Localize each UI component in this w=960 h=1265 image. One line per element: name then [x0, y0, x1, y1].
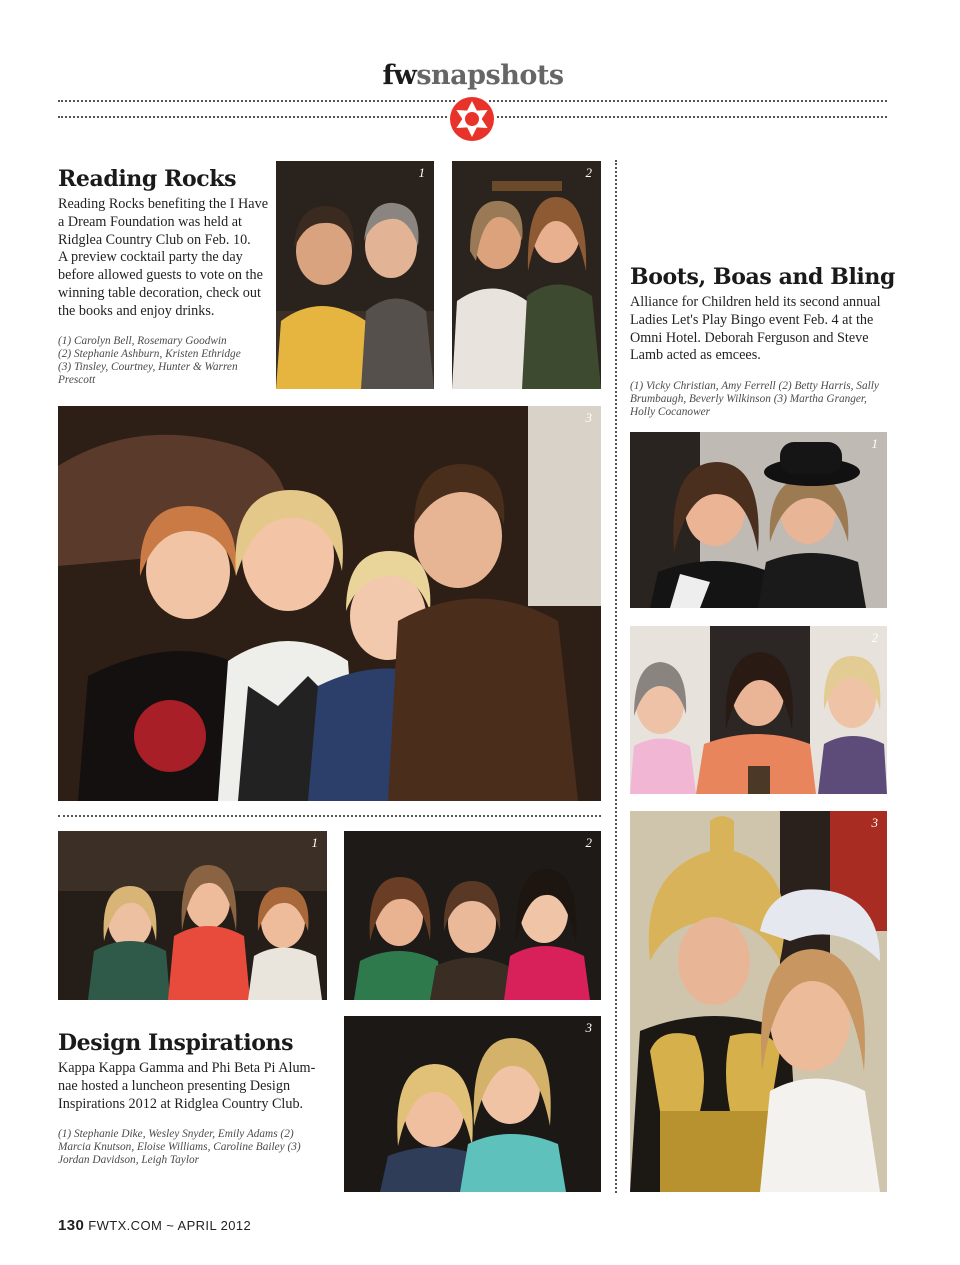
- page-number: 130: [58, 1217, 85, 1234]
- caption-line: (2) Stephanie Ashburn, Kristen Ethridge: [58, 348, 241, 360]
- photo-number: 1: [418, 165, 425, 180]
- title-prefix: fw: [382, 60, 417, 91]
- body-line: Ridglea Country Club on Feb. 10.: [58, 231, 251, 248]
- design-inspirations-title: Design Inspirations: [58, 1030, 294, 1056]
- design-inspirations-caption: [58, 1128, 328, 1167]
- caption-line: Brumbaugh, Beverly Wilkinson (3) Martha Granger,: [630, 393, 867, 405]
- body-line: winning table decoration, check out: [58, 284, 261, 301]
- caption-line: Jordan Davidson, Leigh Taylor: [58, 1154, 200, 1166]
- body-line: the books and enjoy drinks.: [58, 302, 215, 319]
- site-and-date: FWTX.COM ~ APRIL 2012: [88, 1218, 252, 1233]
- reading-rocks-photo-2: [452, 161, 601, 389]
- reading-rocks-body: [58, 196, 268, 321]
- reading-rocks-photo-3: [58, 406, 601, 801]
- caption-line: (1) Stephanie Dike, Wesley Snyder, Emily Adams (2): [58, 1128, 294, 1140]
- caption-line: Marcia Knutson, Eloise Williams, Caroline Bailey (3): [58, 1141, 301, 1153]
- design-inspirations-photo-3: [344, 1016, 601, 1192]
- camera-shutter-icon: [447, 94, 497, 144]
- boots-boas-caption: [630, 380, 890, 419]
- reading-rocks-photo-1: [276, 161, 434, 389]
- boots-boas-photo-1: [630, 432, 887, 608]
- caption-line: (3) Tinsley, Courtney, Hunter & Warren: [58, 361, 238, 373]
- design-inspirations-photo-1: [58, 831, 327, 1000]
- photo-number: 3: [585, 1020, 592, 1035]
- photo-number: 3: [871, 815, 878, 830]
- design-inspirations-photo-2: [344, 831, 601, 1000]
- design-inspirations-body: [58, 1060, 328, 1113]
- body-line: Inspirations 2012 at Ridglea Country Club.: [58, 1095, 304, 1112]
- reading-rocks-caption: [58, 335, 268, 387]
- body-line: Kappa Kappa Gamma and Phi Beta Pi Alum-: [58, 1060, 316, 1076]
- page-title: [0, 58, 946, 94]
- body-line: before allowed guests to vote on the: [58, 267, 263, 284]
- body-line: Reading Rocks benefiting the I Have: [58, 196, 268, 212]
- photo-number: 1: [871, 436, 878, 451]
- caption-line: Holly Cocanower: [630, 406, 711, 418]
- caption-line: Prescott: [58, 374, 96, 386]
- body-line: nae hosted a luncheon presenting Design: [58, 1077, 291, 1094]
- body-line: Lamb acted as emcees.: [630, 347, 761, 364]
- photo-number: 2: [585, 165, 592, 180]
- boots-boas-body: [630, 294, 890, 365]
- body-line: A preview cocktail party the day: [58, 249, 243, 266]
- body-line: Omni Hotel. Deborah Ferguson and Steve: [630, 329, 869, 346]
- photo-number: 2: [585, 835, 592, 850]
- boots-boas-photo-3: [630, 811, 887, 1192]
- page-footer: [58, 1217, 251, 1234]
- title-main: snapshots: [416, 60, 564, 91]
- body-line: a Dream Foundation was held at: [58, 213, 242, 230]
- section-divider: [58, 815, 601, 817]
- body-line: Alliance for Children held its second annual: [630, 294, 881, 310]
- caption-line: (1) Vicky Christian, Amy Ferrell (2) Betty Harris, Sally: [630, 380, 879, 392]
- boots-boas-title: Boots, Boas and Bling: [630, 264, 895, 290]
- boots-boas-photo-2: [630, 626, 887, 794]
- caption-line: (1) Carolyn Bell, Rosemary Goodwin: [58, 335, 227, 347]
- photo-number: 3: [585, 410, 592, 425]
- reading-rocks-title: Reading Rocks: [58, 166, 237, 192]
- photo-number: 1: [311, 835, 318, 850]
- column-divider: [615, 160, 617, 1193]
- body-line: Ladies Let's Play Bingo event Feb. 4 at the: [630, 311, 874, 328]
- photo-number: 2: [871, 630, 878, 645]
